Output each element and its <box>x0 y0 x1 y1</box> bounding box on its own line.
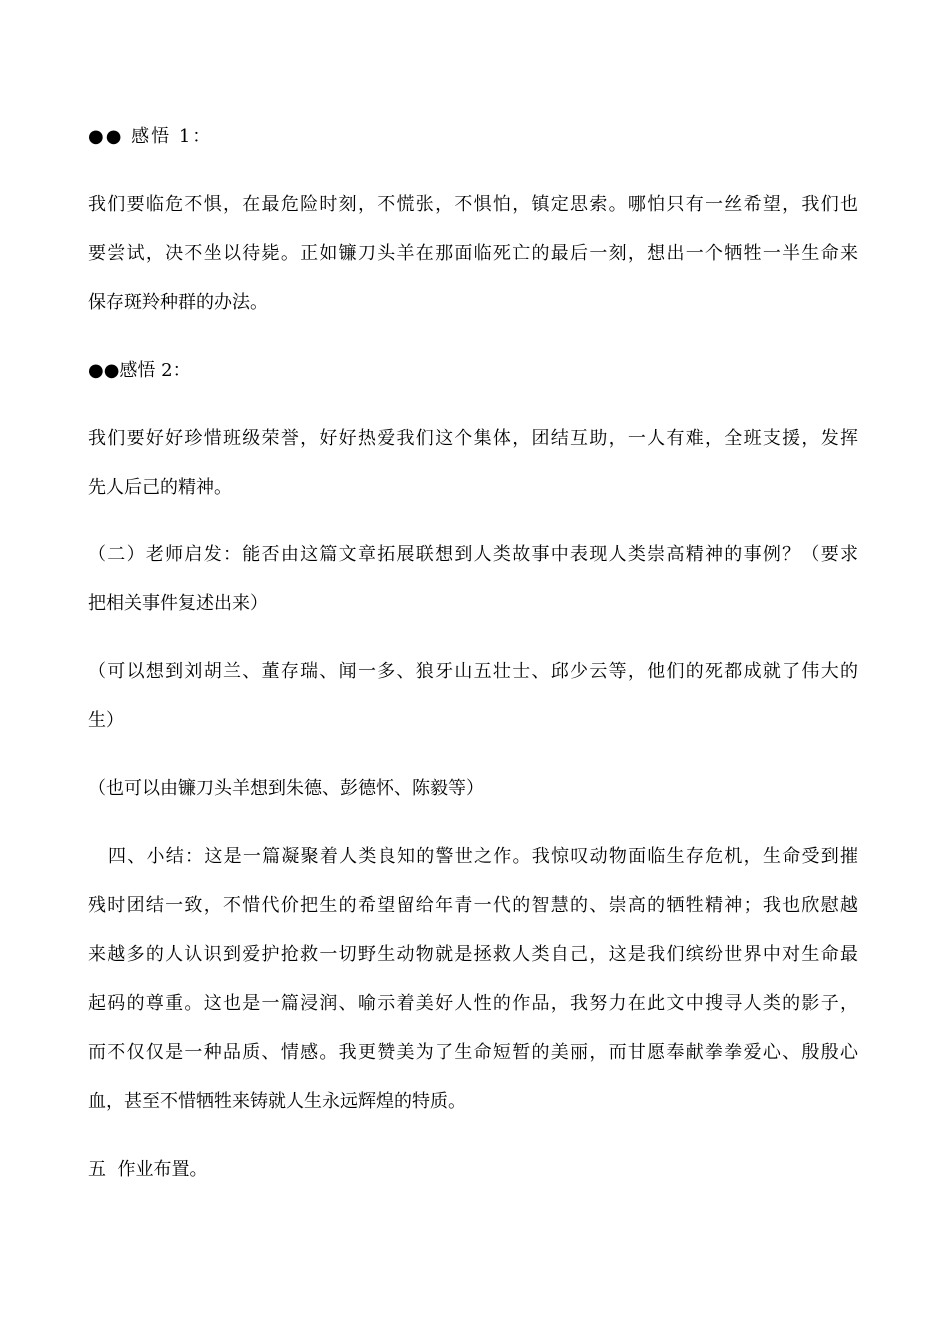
teacher-prompt-line-2: 把相关事件复述出来） <box>88 593 268 614</box>
insight2-heading: ●●感悟 2： <box>88 360 191 381</box>
summary-line-2: 残时团结一致，不惜代价把生的希望留给年青一代的智慧的、崇高的牺牲精神；我也欣慰越 <box>88 895 858 916</box>
example1-line-2: 生） <box>88 710 124 731</box>
summary-line-3: 来越多的人认识到爱护抢救一切野生动物就是拯救人类自己，这是我们缤纷世界中对生命最 <box>88 944 858 965</box>
insight2-line-1: 我们要好好珍惜班级荣誉，好好热爱我们这个集体，团结互助，一人有难，全班支援，发挥 <box>88 428 858 449</box>
insight1-line-1: 我们要临危不惧，在最危险时刻，不慌张，不惧怕，镇定思索。哪怕只有一丝希望，我们也 <box>88 194 858 215</box>
insight1-line-3: 保存斑羚种群的办法。 <box>88 292 268 313</box>
summary-line-6: 血，甚至不惜牺牲来铸就人生永远辉煌的特质。 <box>88 1091 466 1112</box>
summary-line-5: 而不仅仅是一种品质、情感。我更赞美为了生命短暂的美丽，而甘愿奉献拳拳爱心、殷殷心 <box>88 1042 858 1063</box>
insight2-line-2: 先人后己的精神。 <box>88 477 232 498</box>
summary-line-1: 四、小结：这是一篇凝聚着人类良知的警世之作。我惊叹动物面临生存危机，生命受到摧 <box>108 846 858 867</box>
summary-line-4: 起码的尊重。这也是一篇浸润、喻示着美好人性的作品，我努力在此文中搜寻人类的影子， <box>88 993 858 1014</box>
homework-heading: 五 作业布置。 <box>88 1159 208 1180</box>
insight1-line-2: 要尝试，决不坐以待毙。正如镰刀头羊在那面临死亡的最后一刻，想出一个牺牲一半生命来 <box>88 243 858 264</box>
teacher-prompt-line-1: （二）老师启发：能否由这篇文章拓展联想到人类故事中表现人类崇高精神的事例？（要求 <box>88 544 858 565</box>
example1-line-1: （可以想到刘胡兰、董存瑞、闻一多、狼牙山五壮士、邱少云等，他们的死都成就了伟大的 <box>88 661 858 682</box>
insight1-heading: ●● 感悟 1： <box>88 126 213 147</box>
example2-line: （也可以由镰刀头羊想到朱德、彭德怀、陈毅等） <box>88 778 484 799</box>
